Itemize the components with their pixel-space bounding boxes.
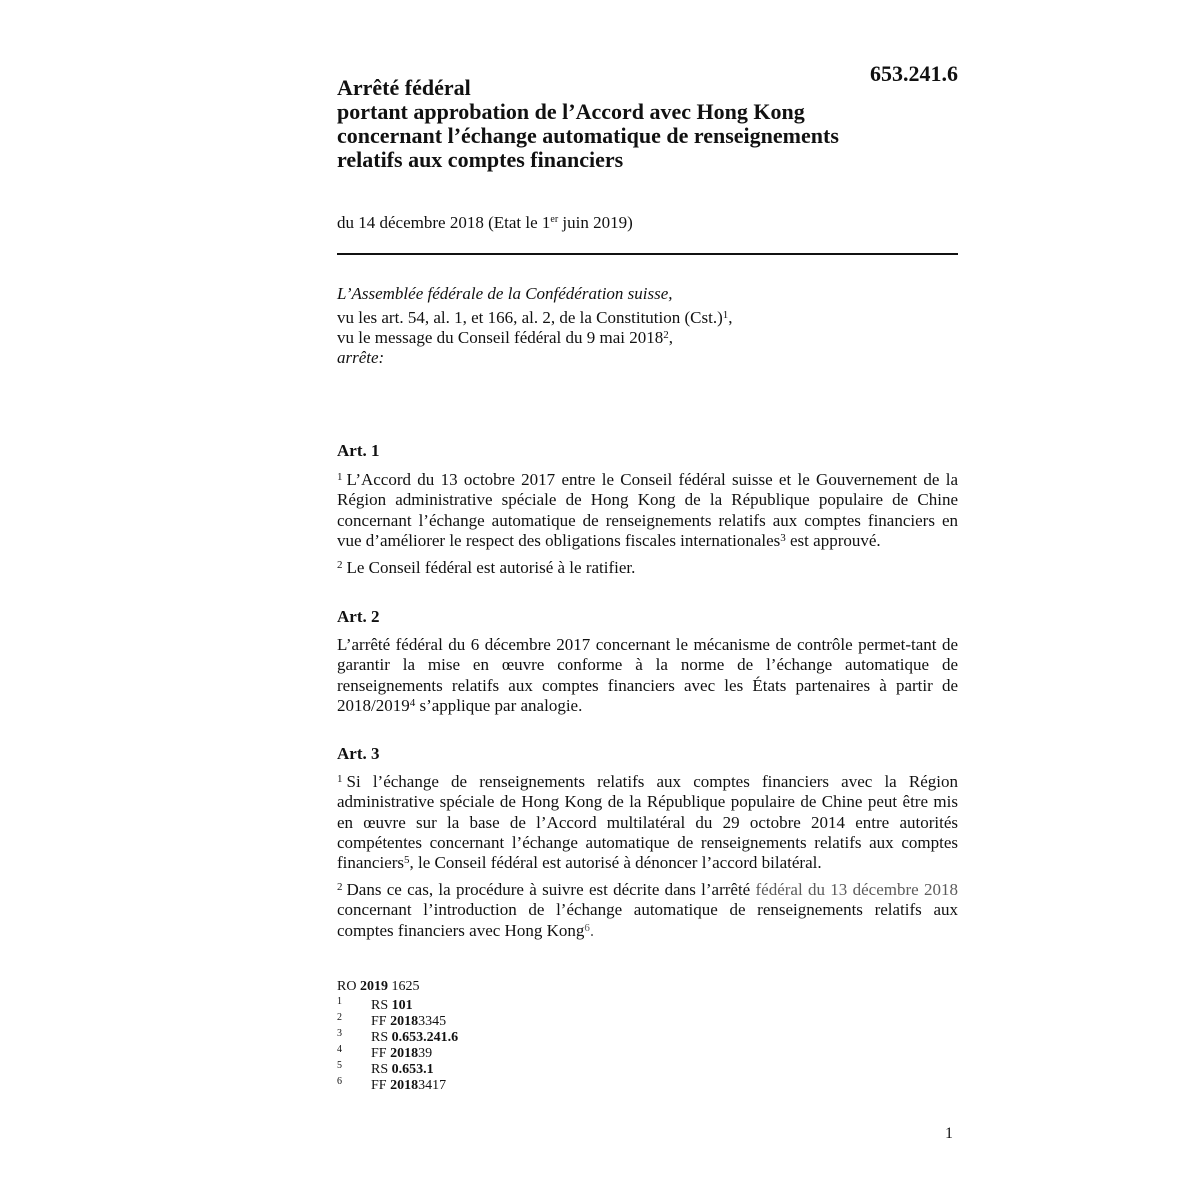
footnote-number: 6 bbox=[337, 1076, 342, 1087]
document-page bbox=[337, 0, 958, 1200]
footnote-number: 5 bbox=[337, 1060, 342, 1071]
footnote-number: 4 bbox=[337, 1044, 342, 1055]
footnote-number: 2 bbox=[337, 1012, 342, 1023]
footnote-ref[interactable]: 4 bbox=[409, 696, 416, 709]
footnote-rest: 39 bbox=[418, 1046, 433, 1061]
footnote-rest: 3345 bbox=[418, 1014, 447, 1029]
article-2-text: L’arrêté fédéral du 6 décembre 2017 concernant le mécanisme de contrôle permet-tant de garantir la mise en œuvre conforme à la norme de l’échange automatique de renseignements relatifs aux comptes financiers avec les États partenaires à partir de 2018/2019 bbox=[337, 635, 958, 715]
ro-prefix: RO bbox=[337, 979, 360, 994]
classification-number: 653.241.6 bbox=[870, 61, 958, 86]
article-1-heading: Art. 1 bbox=[337, 441, 380, 460]
preamble-line2-end: , bbox=[668, 328, 673, 347]
footnote-prefix: FF bbox=[371, 1014, 387, 1029]
footnote-prefix: RS bbox=[371, 998, 389, 1013]
preamble-constitution-line bbox=[337, 308, 733, 328]
article-1-p2-text: Le Conseil fédéral est autorisé à le ratifier. bbox=[346, 558, 636, 577]
footnote-bold: 2018 bbox=[390, 1078, 419, 1093]
ro-reference bbox=[337, 979, 458, 995]
footnote-number: 3 bbox=[337, 1028, 342, 1039]
title-line: Arrêté fédéral bbox=[337, 75, 471, 100]
date-prefix: du 14 décembre 2018 (Etat le 1 bbox=[337, 213, 551, 232]
date-superscript: er bbox=[550, 214, 559, 225]
footnote-ref[interactable]: 5 bbox=[404, 854, 410, 867]
footnote-ref[interactable]: 2 bbox=[663, 329, 669, 341]
article-3-paragraph-2 bbox=[337, 880, 958, 941]
alinea-number: 2 bbox=[337, 559, 343, 571]
header-divider bbox=[337, 253, 958, 255]
article-2-text-end: s’applique par analogie. bbox=[415, 695, 583, 715]
document-date bbox=[337, 212, 633, 234]
footnote-prefix: FF bbox=[371, 1046, 387, 1061]
ro-year: 2019 bbox=[359, 979, 388, 994]
footnote-ref[interactable]: 1 bbox=[722, 309, 729, 321]
article-1-paragraph-2 bbox=[337, 558, 958, 578]
footnote-bold: 101 bbox=[391, 998, 413, 1013]
preamble-message-line bbox=[337, 328, 733, 348]
article-1-p1-text: L’Accord du 13 octobre 2017 entre le Conseil fédéral suisse et le Gouvernement de la Région administrative spéciale de Hong Kong de la République populaire de Chine concernant l’échange automatique de renseignements relatifs aux comptes financiers en vue d’améliorer le respect des obligations fiscales internationales bbox=[337, 470, 958, 550]
footnote-ref[interactable]: 6 bbox=[584, 921, 590, 934]
article-3-p1-text: Si l’échange de renseignements relatifs aux comptes financiers avec la Région administrative spéciale de Hong Kong de la République populaire de Chine peut être mis en œuvre sur la base de l’Accord multilatéral du 29 octobre 2014 entre autorités compétentes concernant l’échange automatique de renseignements relatifs aux comptes financiers bbox=[337, 772, 958, 873]
preamble-decree: arrête: bbox=[337, 348, 385, 367]
footnote-bold: 0.653.1 bbox=[391, 1062, 434, 1077]
date-suffix: juin 2019) bbox=[558, 213, 633, 232]
footnote-prefix: FF bbox=[371, 1078, 387, 1093]
alinea-number: 2 bbox=[337, 881, 343, 893]
footnote-bold: 2018 bbox=[390, 1014, 419, 1029]
article-3-p2-text-cont: concernant l’introduction de l’échange automatique de renseignements relatifs aux comptes financiers avec Hong Kong bbox=[337, 900, 958, 940]
article-3-p1-end: , le Conseil fédéral est autorisé à dénoncer l’accord bilatéral. bbox=[409, 853, 822, 873]
title-line: portant approbation de l’Accord avec Hong Kong bbox=[337, 99, 805, 124]
footnote-prefix: RS bbox=[371, 1062, 389, 1077]
footnote-number: 1 bbox=[337, 996, 342, 1007]
preamble-line2-text: vu le message du Conseil fédéral du 9 mai 2018 bbox=[337, 328, 664, 347]
alinea-number: 1 bbox=[337, 773, 343, 785]
preamble-line1-end: , bbox=[728, 308, 733, 327]
article-1-p1-end: est approuvé. bbox=[785, 530, 881, 550]
title-line: relatifs aux comptes financiers bbox=[337, 147, 624, 172]
decree-reference-link[interactable]: fédéral du 13 décembre 2018 bbox=[755, 880, 958, 899]
article-3-paragraph-1 bbox=[337, 772, 958, 873]
article-1-paragraph-1 bbox=[337, 470, 958, 551]
title-line: concernant l’échange automatique de renseignements bbox=[337, 123, 839, 148]
article-2-paragraph bbox=[337, 635, 958, 716]
footnote-bold: 2018 bbox=[390, 1046, 419, 1061]
article-3-heading: Art. 3 bbox=[337, 744, 380, 763]
footnotes bbox=[337, 979, 458, 1094]
footnote-bold: 0.653.241.6 bbox=[391, 1030, 459, 1045]
document-title bbox=[337, 76, 937, 172]
alinea-number: 1 bbox=[337, 471, 343, 483]
preamble bbox=[337, 284, 733, 368]
footnote-rest: 3417 bbox=[418, 1078, 447, 1093]
article-3-p2-text: Dans ce cas, la procédure à suivre est décrite dans l’arrêté bbox=[346, 880, 756, 899]
ro-page: 1625 bbox=[387, 979, 420, 994]
preamble-line1-text: vu les art. 54, al. 1, et 166, al. 2, de la Constitution (Cst.) bbox=[337, 308, 723, 327]
page-number: 1 bbox=[945, 1125, 953, 1142]
footnote-item bbox=[337, 1078, 458, 1094]
preamble-assembly: L’Assemblée fédérale de la Confédération suisse, bbox=[337, 284, 673, 303]
footnote-ref[interactable]: 3 bbox=[780, 531, 786, 544]
article-2-heading: Art. 2 bbox=[337, 607, 380, 626]
footnote-prefix: RS bbox=[371, 1030, 389, 1045]
article-3-p2-end: . bbox=[589, 920, 595, 940]
